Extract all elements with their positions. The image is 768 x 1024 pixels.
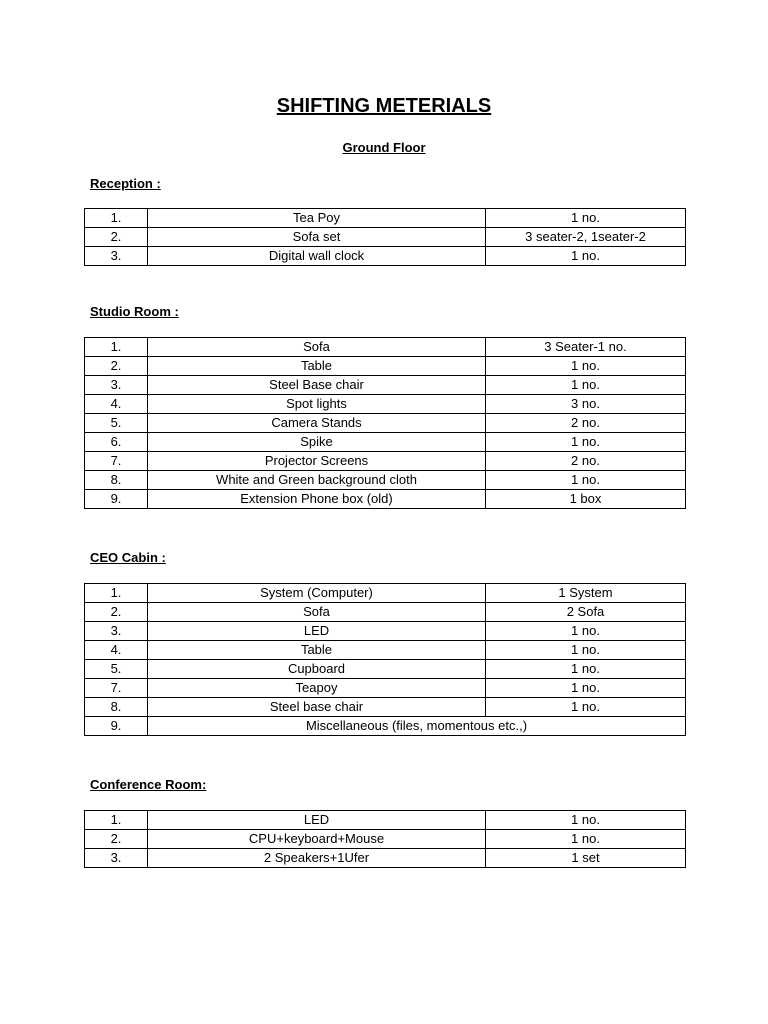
row-number: 8.	[85, 471, 148, 490]
item-quantity: 2 Sofa	[486, 603, 686, 622]
row-number: 2.	[85, 603, 148, 622]
section-heading-reception: Reception :	[90, 176, 161, 191]
row-number: 3.	[85, 376, 148, 395]
table-row	[85, 679, 686, 698]
item-quantity: 3 seater-2, 1seater-2	[486, 228, 686, 247]
table-row	[85, 471, 686, 490]
table-studio-room	[84, 337, 686, 509]
item-quantity: 1 no.	[486, 622, 686, 641]
table-row	[85, 452, 686, 471]
item-quantity: 1 no.	[486, 209, 686, 228]
item-merged-cell: Miscellaneous (files, momentous etc.,)	[148, 717, 686, 736]
item-quantity: 1 no.	[486, 698, 686, 717]
item-quantity: 1 no.	[486, 641, 686, 660]
section-heading-studio-room: Studio Room :	[90, 304, 179, 319]
table-row	[85, 490, 686, 509]
item-quantity: 3 no.	[486, 395, 686, 414]
table-reception	[84, 208, 686, 266]
item-quantity: 1 no.	[486, 376, 686, 395]
item-quantity: 1 no.	[486, 660, 686, 679]
item-name: Sofa	[148, 338, 486, 357]
item-quantity: 1 set	[486, 849, 686, 868]
item-name: Sofa set	[148, 228, 486, 247]
item-quantity: 1 no.	[486, 679, 686, 698]
row-number: 1.	[85, 811, 148, 830]
item-name: Projector Screens	[148, 452, 486, 471]
row-number: 5.	[85, 660, 148, 679]
row-number: 1.	[85, 209, 148, 228]
table-row	[85, 228, 686, 247]
row-number: 1.	[85, 338, 148, 357]
table-row	[85, 641, 686, 660]
table-conference-room	[84, 810, 686, 868]
item-name: 2 Speakers+1Ufer	[148, 849, 486, 868]
table-row	[85, 698, 686, 717]
table-row	[85, 830, 686, 849]
table-row	[85, 584, 686, 603]
item-name: Cupboard	[148, 660, 486, 679]
table-row	[85, 622, 686, 641]
floor-subtitle: Ground Floor	[342, 140, 426, 155]
table-row	[85, 376, 686, 395]
section-heading-ceo-cabin: CEO Cabin :	[90, 550, 166, 565]
item-quantity: 2 no.	[486, 414, 686, 433]
row-number: 3.	[85, 247, 148, 266]
table-row	[85, 209, 686, 228]
item-quantity: 1 no.	[486, 247, 686, 266]
row-number: 3.	[85, 622, 148, 641]
row-number: 7.	[85, 452, 148, 471]
item-name: Extension Phone box (old)	[148, 490, 486, 509]
row-number: 2.	[85, 228, 148, 247]
item-quantity: 1 no.	[486, 811, 686, 830]
row-number: 7.	[85, 679, 148, 698]
row-number: 9.	[85, 717, 148, 736]
item-name: Steel base chair	[148, 698, 486, 717]
item-quantity: 1 no.	[486, 357, 686, 376]
item-quantity: 1 no.	[486, 830, 686, 849]
item-name: Spike	[148, 433, 486, 452]
item-name: CPU+keyboard+Mouse	[148, 830, 486, 849]
item-name: Table	[148, 357, 486, 376]
row-number: 1.	[85, 584, 148, 603]
item-name: Teapoy	[148, 679, 486, 698]
item-quantity: 1 no.	[486, 433, 686, 452]
table-row	[85, 357, 686, 376]
table-row	[85, 338, 686, 357]
table-row	[85, 433, 686, 452]
document-title: SHIFTING METERIALS	[276, 95, 492, 117]
section-heading-conference-room: Conference Room:	[90, 777, 207, 792]
table-row	[85, 811, 686, 830]
item-name: Spot lights	[148, 395, 486, 414]
item-quantity: 1 no.	[486, 471, 686, 490]
item-name: Tea Poy	[148, 209, 486, 228]
item-name: Steel Base chair	[148, 376, 486, 395]
row-number: 6.	[85, 433, 148, 452]
item-name: Sofa	[148, 603, 486, 622]
item-name: Camera Stands	[148, 414, 486, 433]
item-name: System (Computer)	[148, 584, 486, 603]
row-number: 8.	[85, 698, 148, 717]
row-number: 2.	[85, 830, 148, 849]
row-number: 4.	[85, 641, 148, 660]
item-name: White and Green background cloth	[148, 471, 486, 490]
table-row	[85, 717, 686, 736]
row-number: 3.	[85, 849, 148, 868]
table-row	[85, 603, 686, 622]
row-number: 2.	[85, 357, 148, 376]
item-name: LED	[148, 622, 486, 641]
row-number: 4.	[85, 395, 148, 414]
item-name: Table	[148, 641, 486, 660]
table-row	[85, 247, 686, 266]
item-name: LED	[148, 811, 486, 830]
table-row	[85, 414, 686, 433]
row-number: 9.	[85, 490, 148, 509]
item-quantity: 1 box	[486, 490, 686, 509]
item-name: Digital wall clock	[148, 247, 486, 266]
item-quantity: 1 System	[486, 584, 686, 603]
table-row	[85, 660, 686, 679]
item-quantity: 2 no.	[486, 452, 686, 471]
item-quantity: 3 Seater-1 no.	[486, 338, 686, 357]
table-row	[85, 849, 686, 868]
table-row	[85, 395, 686, 414]
row-number: 5.	[85, 414, 148, 433]
table-ceo-cabin	[84, 583, 686, 736]
